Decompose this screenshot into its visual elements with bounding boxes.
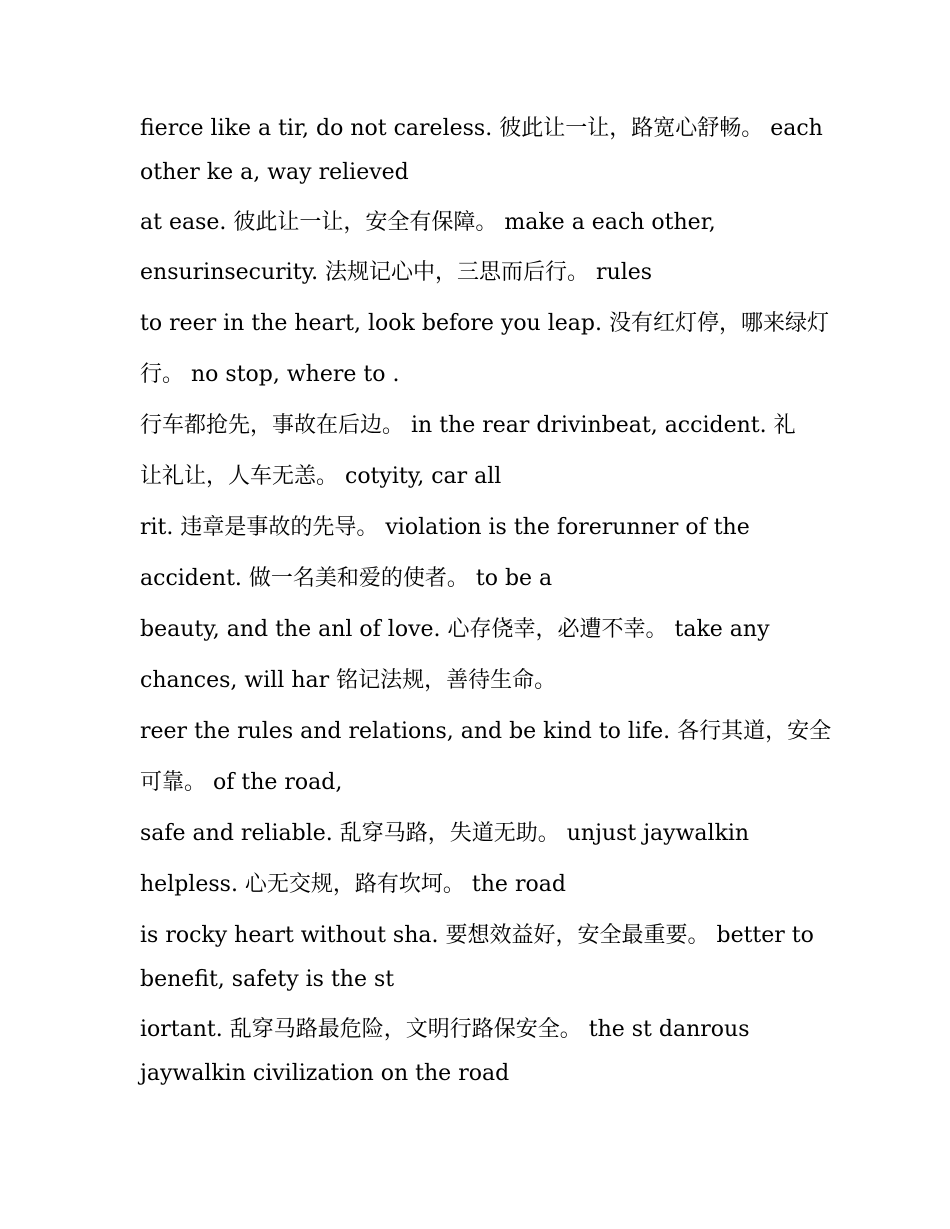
paragraph-1 [140,111,823,205]
text-line: 行。 no stop, where to . [140,362,400,387]
paragraph-8 [140,816,820,918]
text-line: other ke a, way relieved [140,160,409,185]
text-line: 让礼让，人车无恙。 cotyity, car all [140,464,502,489]
text-line: iortant. 乱穿马路最危险，文明行路保安全。 the st danrous [140,1017,750,1042]
paragraph-3 [140,306,829,408]
paragraph-9 [140,918,820,1012]
text-line: reer the rules and relations, and be kind to life. 各行其道，安全 [140,719,832,744]
paragraph-10 [140,1012,820,1100]
text-line: chances, will har 铭记法规，善待生命。 [140,668,557,693]
paragraph-2 [140,205,820,306]
document-page [140,111,832,1100]
text-line: to reer in the heart, look before you leap. 没有红灯停，哪来绿灯 [140,311,829,336]
text-line: beauty, and the anl of love. 心存侥幸，必遭不幸。 take any [140,617,770,642]
paragraph-6 [140,612,820,714]
paragraph-7 [140,714,832,816]
text-line: benefit, safety is the st [140,967,395,992]
paragraph-4 [140,408,820,510]
text-line: is rocky heart without sha. 要想效益好，安全最重要。 better to [140,923,814,948]
text-line: safe and reliable. 乱穿马路，失道无助。 unjust jaywalkin [140,821,750,846]
text-line: helpless. 心无交规，路有坎坷。 the road [140,872,566,897]
text-line: 可靠。 of the road, [140,770,343,795]
text-line: at ease. 彼此让一让，安全有保障。 make a each other, [140,210,716,235]
text-line: accident. 做一名美和爱的使者。 to be a [140,566,553,591]
text-line: fierce like a tir, do not careless. 彼此让一让，路宽心舒畅。 each [140,116,823,141]
text-line: jaywalkin civilization on the road [140,1061,510,1086]
text-line: rit. 违章是事故的先导。 violation is the forerunner of the [140,515,750,540]
paragraph-5 [140,510,820,612]
text-line: 行车都抢先，事故在后边。 in the rear drivinbeat, accident. 礼 [140,413,796,438]
text-line: ensurinsecurity. 法规记心中，三思而后行。 rules [140,260,653,285]
